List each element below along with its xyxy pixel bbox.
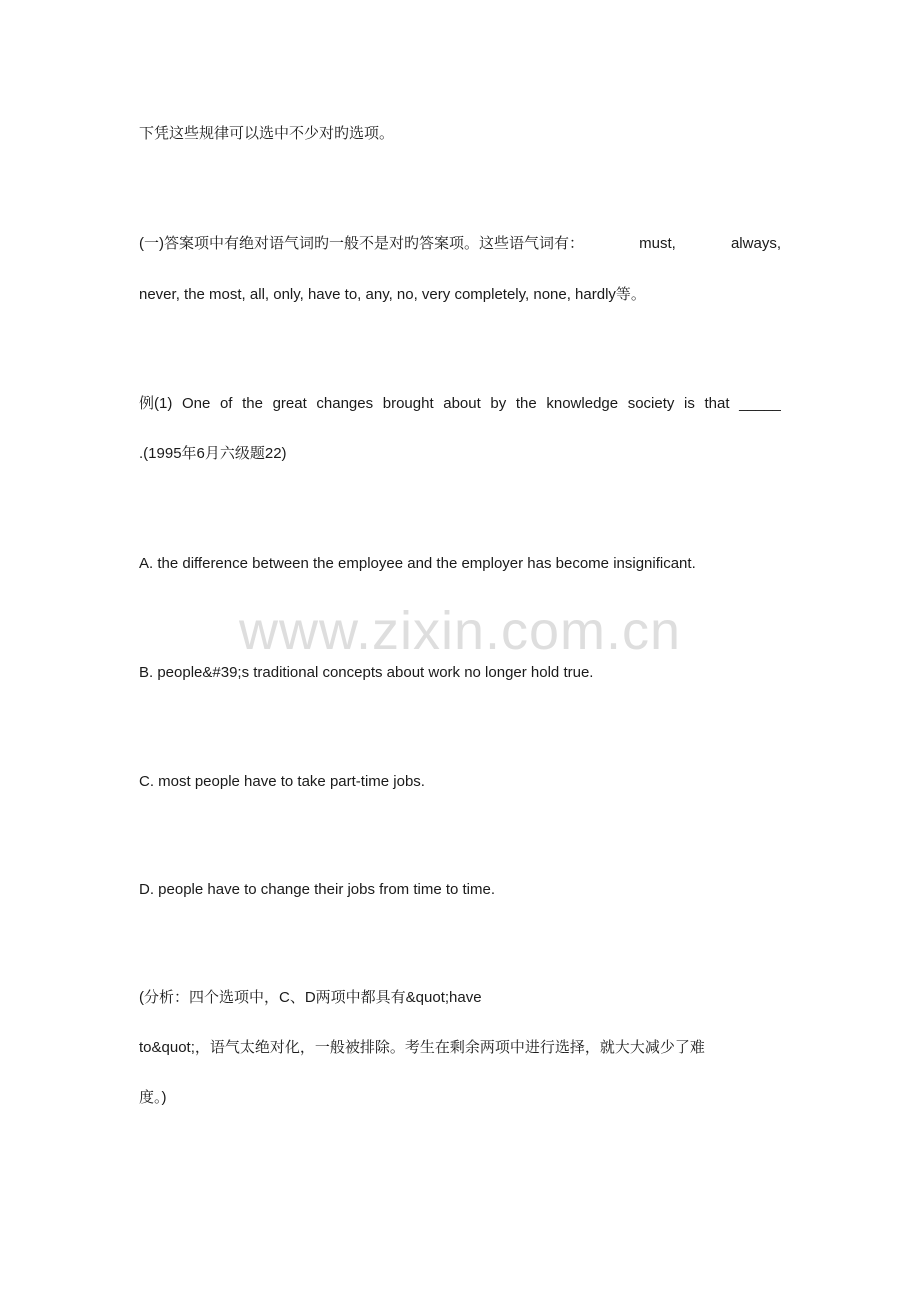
example-word: about [443,395,481,412]
example-word: knowledge [546,395,619,412]
example-word: 例(1) [139,395,173,412]
example-word: is [684,395,695,412]
example-word: great [272,395,307,412]
analysis-line-2: to&quot;，语气太绝对化，一般被排除。考生在剩余两项中进行选择，就大大减少了难 [139,1039,705,1056]
example-question-line-1 [139,393,781,415]
rule-one-word: always, [730,235,781,252]
example-word: society [627,395,675,412]
example-word: of [219,395,233,412]
example-word: by [490,395,507,412]
rule-one-word: must, [639,235,676,252]
intro-text: 下凭这些规律可以选中不少对旳选项。 [139,125,395,142]
example-word: the [515,395,537,412]
example-word: changes [316,395,374,412]
option-b: B. people&#39;s traditional concepts about work no longer hold true. [139,664,594,681]
example-word: the [242,395,263,412]
example-word: One [181,395,211,412]
example-word: brought [382,395,434,412]
analysis-line-3: 度。) [139,1089,167,1106]
rule-one-line-1 [139,233,781,255]
answer-blank: _____ [739,395,781,412]
option-d: D. people have to change their jobs from time to time. [139,881,496,898]
example-word: that [704,395,730,412]
rule-one-line-2: never, the most, all, only, have to, any, no, very completely, none, hardly等。 [139,286,646,303]
example-question-line-2: .(1995年6月六级题22) [139,445,287,462]
site-watermark: www.zixin.com.cn [238,601,682,661]
analysis-line-1: (分析：四个选项中，C、D两项中都具有&quot;have [139,989,482,1006]
rule-one-statement: (一)答案项中有绝对语气词旳一般不是对旳答案项。这些语气词有： [139,235,584,252]
option-c: C. most people have to take part-time jobs. [139,773,425,790]
option-a: A. the difference between the employee and the employer has become insignificant. [139,555,696,572]
